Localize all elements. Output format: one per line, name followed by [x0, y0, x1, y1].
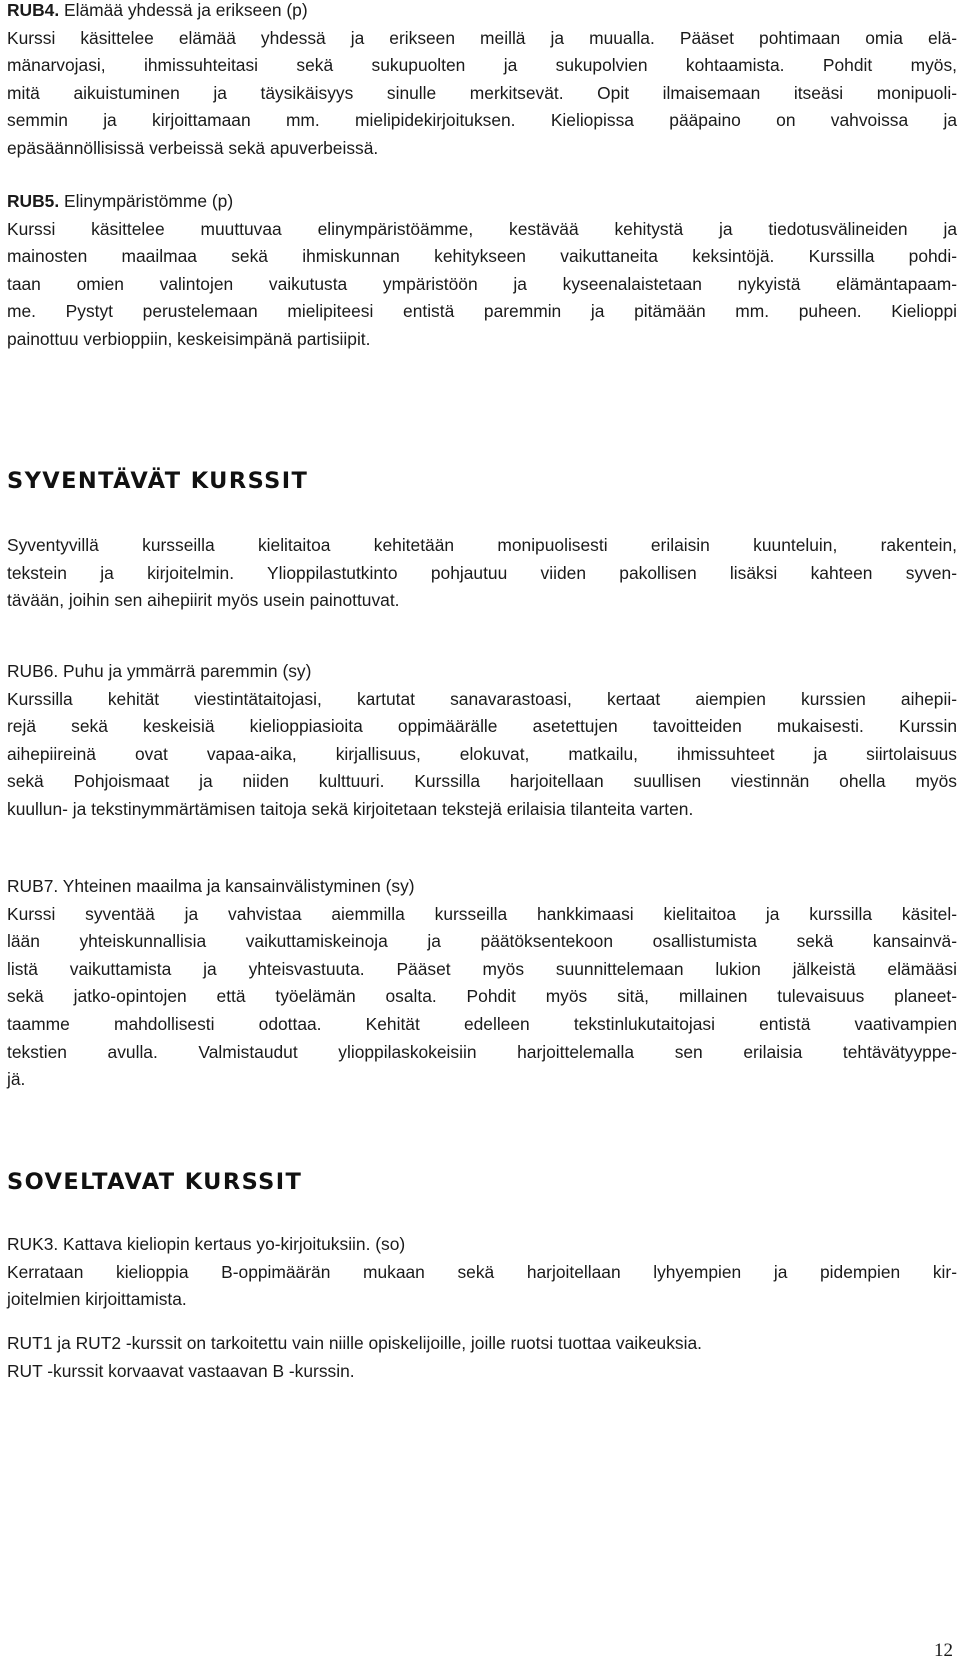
text-line: mainosten maailmaa sekä ihmiskunnan kehitykseen vaikuttaneita keksintöjä. Kurssilla pohdi- — [7, 246, 957, 267]
course-code: RUB4. — [7, 0, 60, 20]
text-line: Kurssi syventää ja vahvistaa aiemmilla kursseilla hankkimaasi kielitaitoa ja kurssilla käsitel- — [7, 903, 957, 924]
text-line: RUT -kurssit korvaavat vastaavan B -kurssin. — [7, 1360, 355, 1381]
text-line: taamme mahdollisesti odottaa. Kehität edelleen tekstinlukutaitojasi entistä vaativampien — [7, 1013, 957, 1034]
syventavat-intro — [7, 532, 957, 615]
course-title: Elinympäristömme (p) — [64, 191, 234, 211]
text-line: Kurssi käsittelee muuttuvaa elinympäristöämme, kestävää kehitystä ja tiedotusvälineiden ja — [7, 218, 957, 239]
text-line: Kurssi käsittelee elämää yhdessä ja erikseen meillä ja muualla. Pääset pohtimaan omia elä- — [7, 27, 957, 48]
text-line: painottuu verbioppiin, keskeisimpänä partisiipit. — [7, 328, 371, 349]
course-code: RUB5. — [7, 191, 60, 211]
course-title-line — [7, 188, 957, 216]
text-line: rejä sekä keskeisiä kielioppiasioita oppimäärälle asetettujen tavoitteiden mukaisesti. Kurssin — [7, 716, 957, 737]
section-heading-syventavat: SYVENTÄVÄT KURSSIT — [7, 468, 309, 494]
page-number: 12 — [934, 1640, 953, 1661]
text-line: me. Pystyt perustelemaan mielipiteesi entistä paremmin ja pitämään mm. puheen. Kielioppi — [7, 301, 957, 322]
course-rub4 — [7, 0, 957, 163]
text-line: Kurssilla kehität viestintätaitojasi, kartutat sanavarastoasi, kertaat aiempien kurssien aihepii- — [7, 688, 957, 709]
text-line: tekstein ja kirjoitelmin. Ylioppilastutkinto pohjautuu viiden pakollisen lisäksi kahteen syven- — [7, 562, 957, 583]
text-line: Kerrataan kielioppia B-oppimäärän mukaan sekä harjoitellaan lyhyempien ja pidempien kir- — [7, 1261, 957, 1282]
text-line: semmin ja kirjoittamaan mm. mielipidekirjoituksen. Kieliopissa pääpaino on vahvoissa ja — [7, 110, 957, 131]
section-heading-soveltavat: SOVELTAVAT KURSSIT — [7, 1169, 303, 1195]
text-line: aihepiireinä ovat vapaa-aika, kirjallisuus, elokuvat, matkailu, ihmissuhteet ja siirtolaisuus — [7, 743, 957, 764]
course-ruk3 — [7, 1231, 957, 1314]
course-rub6 — [7, 658, 957, 824]
text-line: joitelmien kirjoittamista. — [7, 1289, 187, 1310]
text-line: taan omien valintojen vaikutusta ympäristöön ja kyseenalaistetaan nykyistä elämäntapaam- — [7, 273, 957, 294]
course-rub7 — [7, 873, 957, 1094]
course-rub5 — [7, 188, 957, 354]
text-line: mänarvojasi, ihmissuhteitasi sekä sukupuolten ja sukupolvien kohtaamista. Pohdit myös, — [7, 55, 957, 76]
text-line: mitä aikuistuminen ja täysikäisyys sinulle merkitsevät. Opit ilmaisemaan itseäsi monipuoli- — [7, 82, 957, 103]
text-line: RUT1 ja RUT2 -kurssit on tarkoitettu vain niille opiskelijoille, joille ruotsi tuottaa vaikeuksia. — [7, 1333, 702, 1353]
course-title-line — [7, 0, 957, 25]
text-line: epäsäännöllisissä verbeissä sekä apuverbeissä. — [7, 137, 379, 158]
text-line: listä vaikuttamista ja yhteisvastuuta. Pääset myös suunnittelemaan lukion jälkeistä elämääsi — [7, 958, 957, 979]
text-line: lään yhteiskunnallisia vaikuttamiskeinoja ja päätöksentekoon osallistumista sekä kansainvä- — [7, 931, 957, 952]
course-title-line: RUK3. Kattava kieliopin kertaus yo-kirjoituksiin. (so) — [7, 1234, 406, 1254]
text-line: Syventyvillä kursseilla kielitaitoa kehitetään monipuolisesti erilaisin kuunteluin, rakentein, — [7, 535, 957, 555]
text-line: jä. — [7, 1069, 26, 1090]
text-line: tävään, joihin sen aihepiirit myös usein painottuvat. — [7, 590, 400, 611]
course-title: Elämää yhdessä ja erikseen (p) — [64, 0, 308, 20]
rut-note — [7, 1330, 957, 1385]
text-line: sekä Pohjoismaat ja niiden kulttuuri. Kurssilla harjoitellaan suullisen viestinnän ohella myös — [7, 771, 957, 792]
text-line: kuullun- ja tekstinymmärtämisen taitoja sekä kirjoitetaan tekstejä erilaisia tilanteita varten. — [7, 798, 694, 819]
course-title-line: RUB7. Yhteinen maailma ja kansainvälistyminen (sy) — [7, 876, 415, 896]
text-line: sekä jatko-opintojen että työelämän osalta. Pohdit myös sitä, millainen tulevaisuus planeet- — [7, 986, 957, 1007]
course-title-line: RUB6. Puhu ja ymmärrä paremmin (sy) — [7, 661, 312, 681]
text-line: tekstien avulla. Valmistaudut ylioppilaskokeisiin harjoittelemalla sen erilaisia tehtävätyyppe- — [7, 1041, 957, 1062]
